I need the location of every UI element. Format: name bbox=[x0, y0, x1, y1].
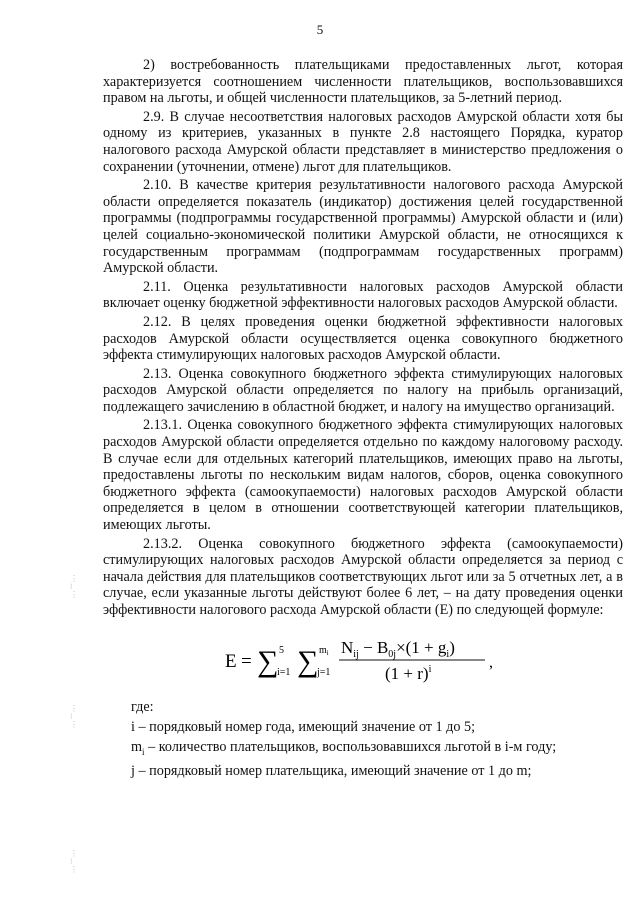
margin-scan-mark-2: ⋮ ⁝ ⋮ bbox=[70, 704, 78, 729]
paragraph-2-12: 2.12. В целях проведения оценки бюджетной эффективности налоговых расходов Амурской области осуществляется оценка совокупного бюджетного эффекта стимулирующих налоговых расходов Амурской области. bbox=[103, 313, 623, 364]
formula-equals: = bbox=[241, 650, 252, 672]
definition-i: i – порядковый номер года, имеющий значение от 1 до 5; bbox=[131, 719, 476, 736]
formula-comma: , bbox=[489, 653, 493, 671]
sum1-upper: 5 bbox=[279, 644, 284, 656]
formula-svg bbox=[223, 633, 503, 687]
formula-lhs: E bbox=[225, 650, 237, 672]
margin-scan-mark-3: ⋮ ⁝ ⋮ bbox=[70, 849, 78, 874]
paragraph-2-13-2: 2.13.2. Оценка совокупного бюджетного эффекта (самоокупаемости) стимулирующих налоговых расходов Амурской области определяется за период с начала действия для плательщиков соответствующих льгот или за 5 отчетных лет, а в случае, если указанные льготы действуют более 6 лет, – на дату проведения оценки эффективности налогового расхода Амурской области (E) по следующей формуле: bbox=[103, 535, 623, 618]
where-label: где: bbox=[131, 698, 154, 715]
definition-m: $m_i$ – количество плательщиков, воспользовавшихся льготой в i-м году; bbox=[131, 738, 557, 757]
paragraph-1: 2) востребованность плательщиками предоставленных льгот, которая характеризуется соотношением численности плательщиков, воспользовавшихся правом на льготы, и общей численности плательщиков, за 5-летний период. bbox=[103, 57, 623, 107]
sum-sign-1: ∑ bbox=[257, 644, 279, 678]
paragraph-2-10: 2.10. В качестве критерия результативности налогового расхода Амурской области определяется показатель (индикатор) достижения целей государственной программы (подпрограммы государственной программы) Амурской области и (или) целей социально-экономической политики Амурской области, не относящихся к государственным программам (подпрограммам государственных программ) Амурской области. bbox=[103, 177, 623, 277]
margin-scan-mark-1: ⋮ ⁝ ⋮ bbox=[70, 574, 78, 599]
definition-j: j – порядковый номер плательщика, имеющий значение от 1 до m; bbox=[131, 763, 532, 780]
paragraph-2-11: 2.11. Оценка результативности налоговых расходов Амурской области включает оценку бюджетной эффективности налоговых расходов Амурской области. bbox=[103, 278, 623, 312]
sum2-lower: j=1 bbox=[317, 666, 331, 678]
sum-sign-2: ∑ bbox=[297, 644, 319, 678]
paragraph-2-9: 2.9. В случае несоответствия налоговых расходов Амурской области хотя бы одному из критериев, указанных в пункте 2.8 настоящего Порядка, куратор налогового расхода Амурской области представляет в министерство предложения о сохранении (уточнении, отмене) льгот для плательщиков. bbox=[103, 108, 623, 175]
document-body bbox=[103, 57, 623, 783]
definition-m-subscript: i bbox=[142, 746, 145, 757]
page-number: 5 bbox=[316, 22, 324, 37]
sum2-upper: $m_i$ bbox=[319, 644, 329, 657]
paragraph-2-13-1: 2.13.1. Оценка совокупного бюджетного эффекта стимулирующих налоговых расходов Амурской области определяется отдельно по каждому налоговому расходу. В случае если для отдельных категорий плательщиков, имеющих право на льготы, предоставлены льготы по нескольким видам налогов, сборов, оценка совокупного бюджетного эффекта (самоокупаемости) налоговых расходов Амурской области определяется в целом в отношении соответствующей категории плательщиков, имеющих льготы. bbox=[103, 417, 623, 534]
formula-numerator: $N_{ij} - B_{0j}\times(1 + g_i)$ bbox=[341, 637, 455, 660]
formula-denominator: $(1 + r)^i$ bbox=[385, 663, 432, 683]
efficiency-formula bbox=[103, 633, 623, 687]
sum1-lower: i=1 bbox=[277, 666, 291, 678]
paragraph-2-13: 2.13. Оценка совокупного бюджетного эффекта стимулирующих налоговых расходов Амурской области определяется по налогу на прибыль организаций, подлежащего зачислению в областной бюджет, и налогу на имущество организаций. bbox=[103, 365, 623, 415]
